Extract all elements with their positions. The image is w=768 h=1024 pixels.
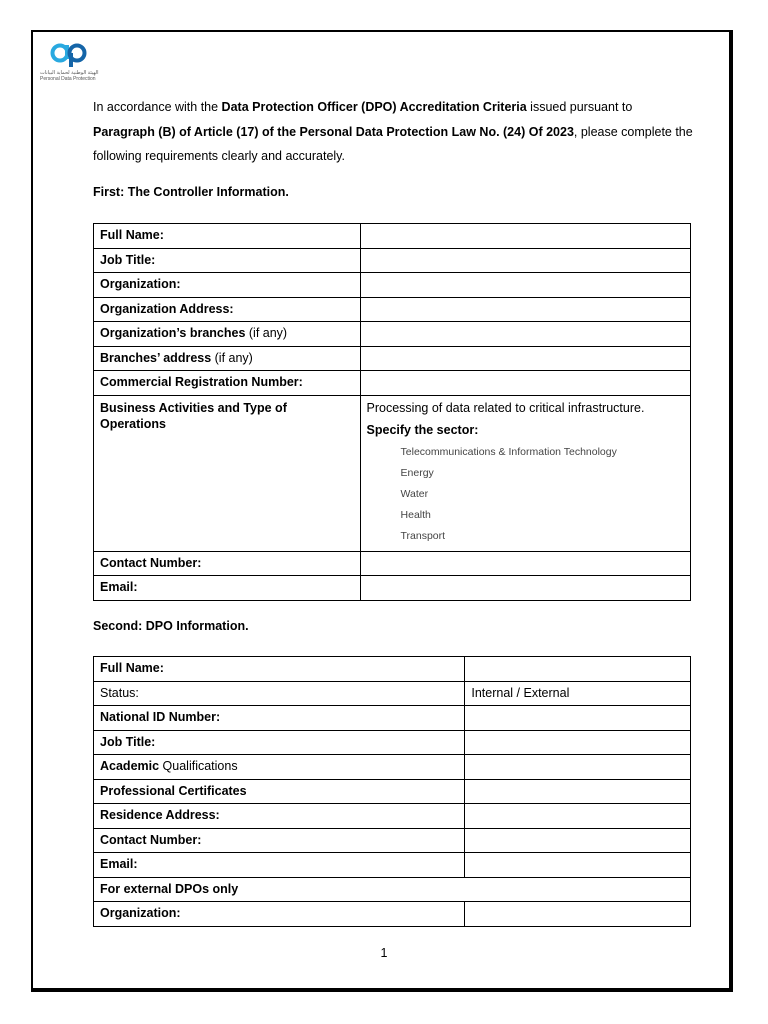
table-row — [94, 730, 691, 755]
field-label: Organization’s branches — [100, 326, 246, 340]
field-label-cell — [94, 755, 465, 780]
sector-option[interactable]: Health — [400, 508, 431, 521]
field-label: Status: — [94, 681, 465, 706]
controller-table — [93, 223, 691, 601]
sector-option[interactable]: Telecommunications & Information Technology — [400, 445, 617, 458]
field-label: Full Name: — [94, 657, 465, 682]
table-row — [94, 877, 691, 902]
table-row — [94, 395, 691, 551]
dpo-contact-input-cell[interactable] — [465, 828, 691, 853]
page-number: 1 — [380, 946, 388, 960]
business-activities-cell — [360, 395, 690, 551]
organization-address-input-cell[interactable] — [360, 297, 690, 322]
job-title-input-cell[interactable] — [360, 248, 690, 273]
table-row — [94, 576, 691, 601]
full-name-input-cell[interactable] — [360, 224, 690, 249]
external-only-label: For external DPOs only — [94, 877, 691, 902]
field-label: Job Title: — [94, 248, 361, 273]
sector-option[interactable]: Energy — [400, 466, 434, 479]
table-row — [94, 224, 691, 249]
field-label: Organization Address: — [94, 297, 361, 322]
residence-input-cell[interactable] — [465, 804, 691, 829]
dpo-table — [93, 656, 691, 927]
field-label: Job Title: — [94, 730, 465, 755]
section1-title: First: The Controller Information. — [93, 185, 289, 199]
table-row — [94, 248, 691, 273]
certificates-input-cell[interactable] — [465, 779, 691, 804]
field-label: Residence Address: — [94, 804, 465, 829]
section2-title: Second: DPO Information. — [93, 619, 249, 633]
commercial-registration-input-cell[interactable] — [360, 371, 690, 396]
field-label: Email: — [94, 853, 465, 878]
field-label: Branches’ address — [100, 350, 212, 365]
logo-caption-ar: الهيئة الوطنية لحماية البيانات — [40, 70, 99, 76]
intro-paragraph — [93, 95, 693, 169]
table-row — [94, 551, 691, 576]
table-row — [94, 273, 691, 298]
field-label: Email: — [94, 576, 361, 601]
contact-number-input-cell[interactable] — [360, 551, 690, 576]
table-row — [94, 346, 691, 371]
branches-input-cell[interactable] — [360, 322, 690, 347]
field-label: Commercial Registration Number: — [94, 371, 361, 396]
field-label-suffix: (if any) — [245, 326, 288, 340]
table-row — [94, 804, 691, 829]
field-label: Contact Number: — [94, 828, 465, 853]
table-row — [94, 657, 691, 682]
table-row — [94, 706, 691, 731]
table-row — [94, 902, 691, 927]
intro-text-1: In accordance with the — [93, 100, 222, 114]
field-label: Business Activities and Type of Operations — [94, 395, 361, 551]
field-label: National ID Number: — [94, 706, 465, 731]
field-label: Organization: — [94, 902, 465, 927]
table-row — [94, 755, 691, 780]
specify-sector-label: Specify the sector: — [366, 422, 479, 437]
table-row — [94, 371, 691, 396]
field-label-cell — [94, 322, 361, 347]
field-label: Full Name: — [94, 224, 361, 249]
intro-text-2: issued pursuant to — [526, 100, 633, 114]
table-row — [94, 681, 691, 706]
field-label: Contact Number: — [94, 551, 361, 576]
intro-bold-2: Paragraph (B) of Article (17) of the Personal Data Protection Law No. (24) Of 2023 — [93, 124, 574, 139]
national-id-input-cell[interactable] — [465, 706, 691, 731]
sector-list — [401, 442, 684, 547]
dpo-job-title-input-cell[interactable] — [465, 730, 691, 755]
processing-text: Processing of data related to critical infrastructure. — [366, 400, 645, 415]
field-label: Academic — [100, 759, 160, 773]
dpo-organization-input-cell[interactable] — [465, 902, 691, 927]
field-label-suffix: (if any) — [211, 350, 253, 365]
intro-bold-1: Data Protection Officer (DPO) Accreditation Criteria — [221, 100, 527, 114]
table-row — [94, 853, 691, 878]
logo-caption — [40, 70, 99, 82]
intro-text-3: , please complete the following requirements clearly and accurately. — [93, 124, 693, 163]
sector-option[interactable]: Transport — [400, 529, 446, 542]
field-label: Professional Certificates — [94, 779, 465, 804]
logo-caption-en: Personal Data Protection — [40, 76, 96, 82]
field-label-rest: Qualifications — [159, 759, 238, 773]
table-row — [94, 322, 691, 347]
table-row — [94, 779, 691, 804]
organization-input-cell[interactable] — [360, 273, 690, 298]
field-label-cell — [94, 346, 361, 371]
dpo-full-name-input-cell[interactable] — [465, 657, 691, 682]
table-row — [94, 297, 691, 322]
email-input-cell[interactable] — [360, 576, 690, 601]
status-value[interactable]: Internal / External — [465, 681, 691, 706]
field-label: Organization: — [94, 273, 361, 298]
table-row — [94, 828, 691, 853]
branches-address-input-cell[interactable] — [360, 346, 690, 371]
academic-input-cell[interactable] — [465, 755, 691, 780]
dpo-email-input-cell[interactable] — [465, 853, 691, 878]
sector-option[interactable]: Water — [400, 487, 429, 500]
